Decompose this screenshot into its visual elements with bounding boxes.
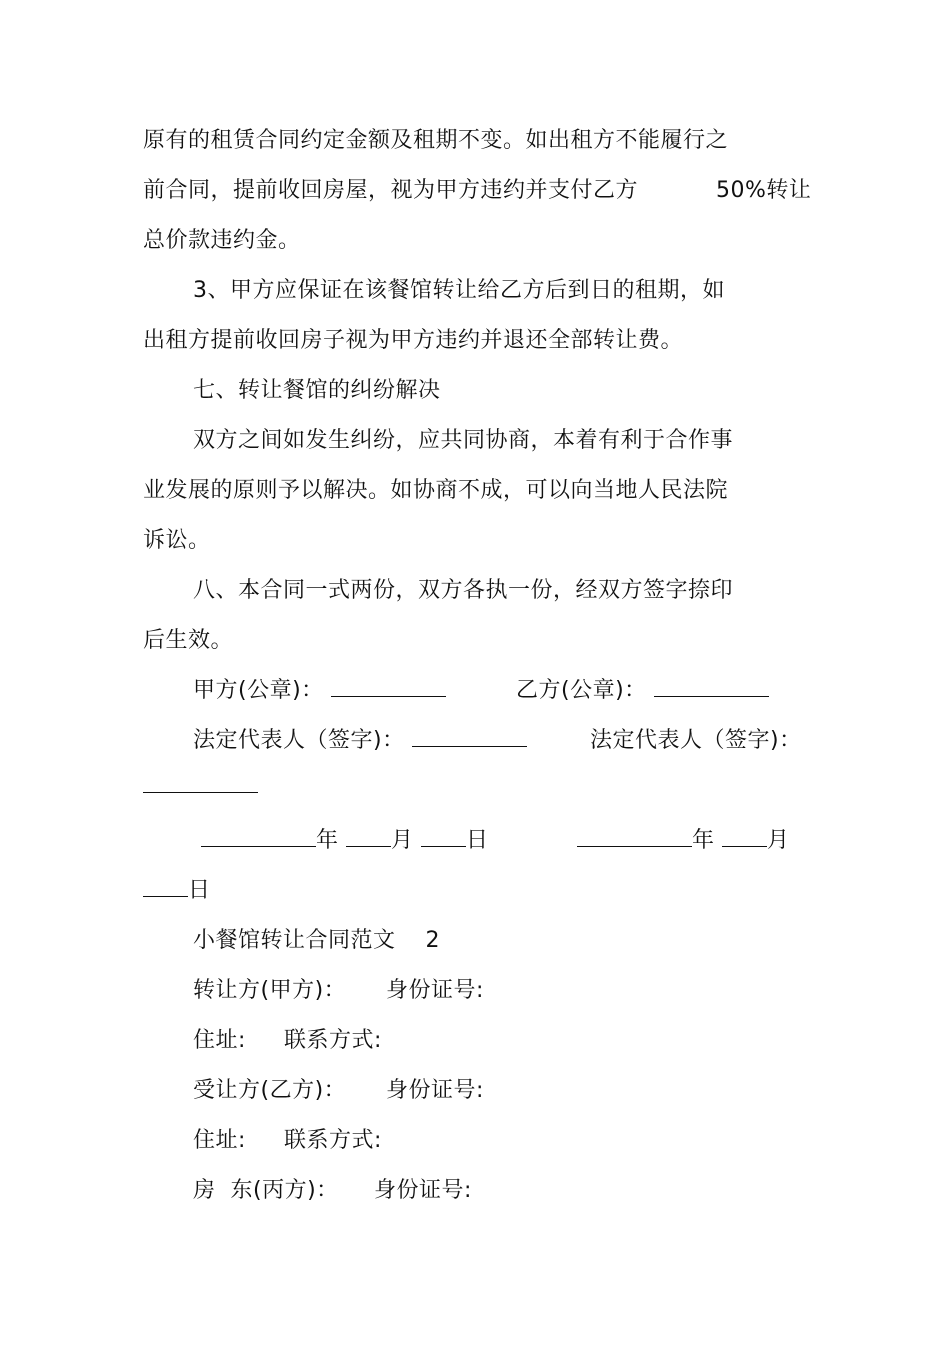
contract2-title: [193, 926, 440, 956]
party-b-seal-label: 乙方(公章)：: [516, 678, 647, 703]
section-heading: 七、转让餐馆的纠纷解决: [193, 378, 441, 403]
para-line: 诉讼。: [143, 528, 211, 553]
para-line-percent: 50%转让: [716, 178, 812, 203]
landlord-id-label: 身份证号:: [374, 1178, 472, 1203]
para-line: 双方之间如发生纠纷，应共同协商，本着有利于合作事: [193, 428, 734, 453]
date-a-month: 月: [391, 828, 414, 853]
date-b-line: [577, 826, 790, 856]
para-line: 出租方提前收回房子视为甲方违约并退还全部转让费。: [143, 328, 684, 353]
date-a-day-blank: [421, 826, 466, 847]
transferor-address-label: 住址:: [193, 1028, 246, 1053]
date-a-year-blank: [201, 826, 316, 847]
date-b-day: 日: [188, 878, 211, 903]
date-a-day: 日: [466, 828, 489, 853]
party-a-seal-label: 甲方(公章)：: [193, 678, 324, 703]
party-b-seal-blank: [654, 676, 769, 697]
date-b-month: 月: [767, 828, 790, 853]
rep-b-blank-line: [143, 772, 258, 802]
transferee-label: 受让方(乙方)：: [193, 1078, 347, 1103]
date-b-year-blank: [577, 826, 692, 847]
transferor-label: 转让方(甲方)：: [193, 978, 347, 1003]
para-line: 前合同，提前收回房屋，视为甲方违约并支付乙方: [143, 178, 639, 203]
transferor-contact-label: 联系方式:: [284, 1028, 382, 1053]
transferor-id-label: 身份证号:: [386, 978, 484, 1003]
rep-b-line: [590, 726, 802, 756]
date-a-month-blank: [346, 826, 391, 847]
para-line: 原有的租赁合同约定金额及租期不变。如出租方不能履行之: [143, 128, 729, 153]
party-a-seal-line: [193, 676, 446, 706]
date-b-month-blank: [722, 826, 767, 847]
para-line: 业发展的原则予以解决。如协商不成，可以向当地人民法院: [143, 478, 729, 503]
transferee-id-label: 身份证号:: [386, 1078, 484, 1103]
date-a-line: [201, 826, 489, 856]
date-b-day-blank: [143, 876, 188, 897]
rep-a-label: 法定代表人（签字)：: [193, 728, 405, 753]
date-b-year: 年: [692, 828, 715, 853]
date-a-year: 年: [316, 828, 339, 853]
landlord-label: 房 东(丙方)：: [193, 1178, 339, 1203]
transferor-line: [193, 976, 346, 1006]
transferee-address-label: 住址:: [193, 1128, 246, 1153]
rep-b-blank: [143, 772, 258, 793]
contract2-title-text: 小餐馆转让合同范文: [193, 928, 396, 953]
contract2-title-num: 2: [425, 928, 441, 953]
transferee-contact-label: 联系方式:: [284, 1128, 382, 1153]
party-b-seal-line: [516, 676, 769, 706]
para-line: 八、本合同一式两份，双方各执一份，经双方签字捺印: [193, 578, 734, 603]
date-b-day-line: [143, 876, 211, 906]
rep-a-line: [193, 726, 527, 756]
rep-b-label: 法定代表人（签字)：: [590, 728, 802, 753]
para-line: 总价款违约金。: [143, 228, 301, 253]
party-a-seal-blank: [331, 676, 446, 697]
para-line: 3、甲方应保证在该餐馆转让给乙方后到日的租期，如: [193, 278, 725, 303]
para-line: 后生效。: [143, 628, 234, 653]
rep-a-blank: [412, 726, 527, 747]
